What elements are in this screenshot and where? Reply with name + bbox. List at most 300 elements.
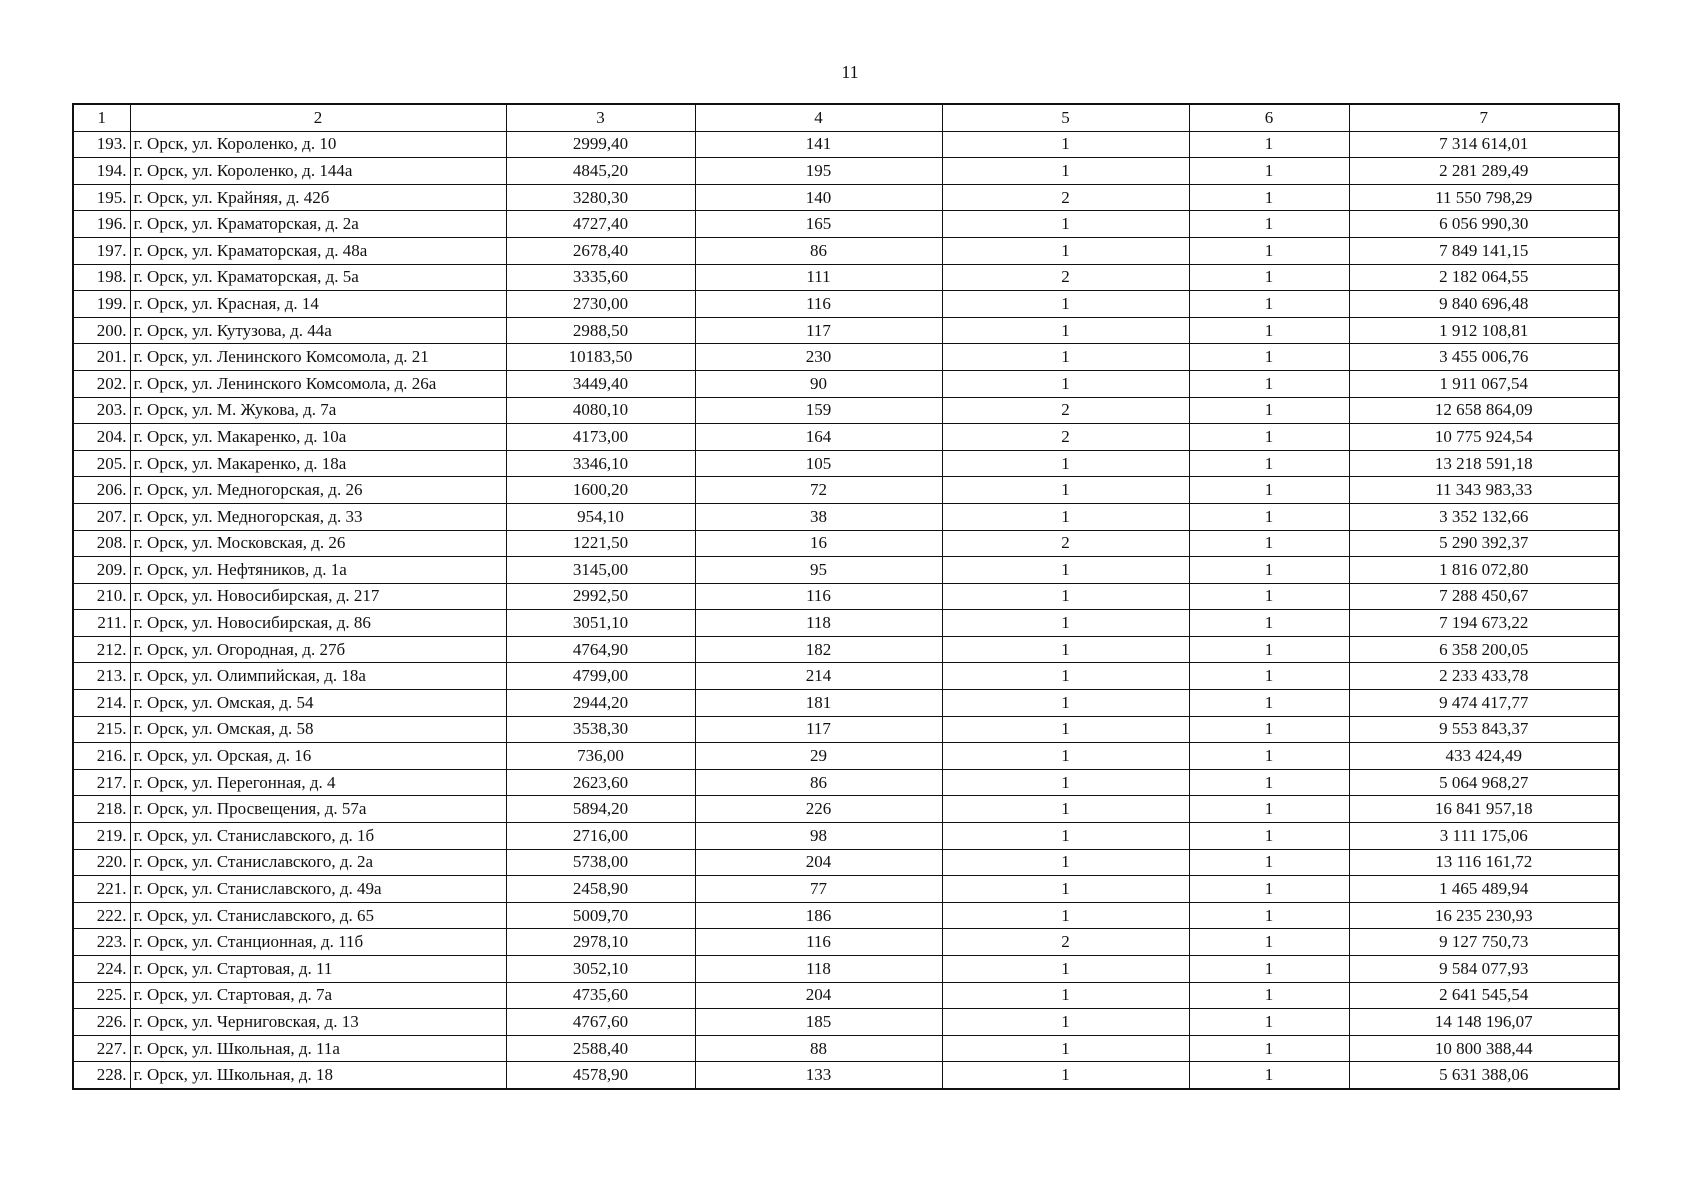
cell-row-number: 223. — [73, 929, 130, 956]
cell-value-col6: 1 — [1189, 769, 1349, 796]
cell-value-col6: 1 — [1189, 291, 1349, 318]
cell-count-value: 204 — [695, 849, 942, 876]
cell-value-col6: 1 — [1189, 716, 1349, 743]
cell-cost-value: 11 550 798,29 — [1349, 184, 1619, 211]
cell-area-value: 2678,40 — [506, 237, 695, 264]
cell-area-value: 1600,20 — [506, 477, 695, 504]
cell-count-value: 88 — [695, 1035, 942, 1062]
cell-cost-value: 9 584 077,93 — [1349, 956, 1619, 983]
cell-row-number: 197. — [73, 237, 130, 264]
cell-value-col5: 1 — [942, 663, 1189, 690]
cell-row-number: 213. — [73, 663, 130, 690]
cell-count-value: 117 — [695, 716, 942, 743]
cell-cost-value: 10 800 388,44 — [1349, 1035, 1619, 1062]
cell-value-col5: 1 — [942, 557, 1189, 584]
table-header — [73, 104, 1619, 131]
cell-value-col6: 1 — [1189, 663, 1349, 690]
table-row — [73, 291, 1619, 318]
table-row — [73, 344, 1619, 371]
cell-count-value: 214 — [695, 663, 942, 690]
cell-count-value: 116 — [695, 583, 942, 610]
cell-area-value: 736,00 — [506, 743, 695, 770]
cell-area-value: 2730,00 — [506, 291, 695, 318]
table-row — [73, 690, 1619, 717]
table-row — [73, 956, 1619, 983]
cell-count-value: 117 — [695, 317, 942, 344]
cell-cost-value: 14 148 196,07 — [1349, 1009, 1619, 1036]
cell-area-value: 3145,00 — [506, 557, 695, 584]
cell-area-value: 2588,40 — [506, 1035, 695, 1062]
cell-address: г. Орск, ул. М. Жукова, д. 7а — [130, 397, 506, 424]
cell-cost-value: 3 111 175,06 — [1349, 823, 1619, 850]
cell-area-value: 2458,90 — [506, 876, 695, 903]
cell-value-col6: 1 — [1189, 796, 1349, 823]
cell-count-value: 204 — [695, 982, 942, 1009]
table-row — [73, 876, 1619, 903]
cell-address: г. Орск, ул. Короленко, д. 10 — [130, 131, 506, 158]
table-row — [73, 1009, 1619, 1036]
cell-address: г. Орск, ул. Станиславского, д. 2а — [130, 849, 506, 876]
cell-count-value: 116 — [695, 929, 942, 956]
cell-address: г. Орск, ул. Ленинского Комсомола, д. 26а — [130, 370, 506, 397]
cell-area-value: 4767,60 — [506, 1009, 695, 1036]
cell-row-number: 200. — [73, 317, 130, 344]
cell-count-value: 98 — [695, 823, 942, 850]
cell-count-value: 140 — [695, 184, 942, 211]
cell-value-col5: 1 — [942, 796, 1189, 823]
cell-cost-value: 2 182 064,55 — [1349, 264, 1619, 291]
header-row — [73, 104, 1619, 131]
cell-count-value: 182 — [695, 636, 942, 663]
cell-cost-value: 433 424,49 — [1349, 743, 1619, 770]
cell-cost-value: 16 235 230,93 — [1349, 902, 1619, 929]
cell-value-col6: 1 — [1189, 929, 1349, 956]
table-row — [73, 823, 1619, 850]
cell-count-value: 77 — [695, 876, 942, 903]
table-row — [73, 929, 1619, 956]
cell-area-value: 2716,00 — [506, 823, 695, 850]
cell-area-value: 2623,60 — [506, 769, 695, 796]
cell-value-col5: 1 — [942, 956, 1189, 983]
cell-count-value: 164 — [695, 424, 942, 451]
cell-value-col5: 1 — [942, 158, 1189, 185]
cell-address: г. Орск, ул. Краматорская, д. 5а — [130, 264, 506, 291]
cell-row-number: 207. — [73, 503, 130, 530]
cell-row-number: 225. — [73, 982, 130, 1009]
table-row — [73, 477, 1619, 504]
cell-cost-value: 2 641 545,54 — [1349, 982, 1619, 1009]
cell-area-value: 3052,10 — [506, 956, 695, 983]
cell-row-number: 199. — [73, 291, 130, 318]
cell-area-value: 2978,10 — [506, 929, 695, 956]
cell-row-number: 195. — [73, 184, 130, 211]
cell-cost-value: 7 194 673,22 — [1349, 610, 1619, 637]
column-header-7: 7 — [1349, 104, 1619, 131]
cell-value-col6: 1 — [1189, 477, 1349, 504]
cell-area-value: 4578,90 — [506, 1062, 695, 1089]
cell-address: г. Орск, ул. Кутузова, д. 44а — [130, 317, 506, 344]
cell-address: г. Орск, ул. Просвещения, д. 57а — [130, 796, 506, 823]
cell-area-value: 954,10 — [506, 503, 695, 530]
cell-row-number: 219. — [73, 823, 130, 850]
cell-address: г. Орск, ул. Крайняя, д. 42б — [130, 184, 506, 211]
cell-cost-value: 9 840 696,48 — [1349, 291, 1619, 318]
table-row — [73, 583, 1619, 610]
cell-area-value: 3346,10 — [506, 450, 695, 477]
cell-value-col6: 1 — [1189, 317, 1349, 344]
cell-area-value: 3051,10 — [506, 610, 695, 637]
registry-table — [72, 103, 1620, 1090]
table-row — [73, 237, 1619, 264]
cell-area-value: 2988,50 — [506, 317, 695, 344]
cell-address: г. Орск, ул. Новосибирская, д. 217 — [130, 583, 506, 610]
cell-value-col6: 1 — [1189, 370, 1349, 397]
cell-value-col5: 1 — [942, 1035, 1189, 1062]
cell-area-value: 10183,50 — [506, 344, 695, 371]
cell-address: г. Орск, ул. Нефтяников, д. 1а — [130, 557, 506, 584]
cell-address: г. Орск, ул. Макаренко, д. 10а — [130, 424, 506, 451]
cell-count-value: 185 — [695, 1009, 942, 1036]
cell-value-col5: 1 — [942, 982, 1189, 1009]
cell-cost-value: 1 912 108,81 — [1349, 317, 1619, 344]
cell-row-number: 212. — [73, 636, 130, 663]
cell-count-value: 111 — [695, 264, 942, 291]
cell-count-value: 72 — [695, 477, 942, 504]
cell-row-number: 204. — [73, 424, 130, 451]
cell-value-col5: 1 — [942, 370, 1189, 397]
cell-value-col6: 1 — [1189, 530, 1349, 557]
cell-value-col5: 2 — [942, 424, 1189, 451]
cell-value-col6: 1 — [1189, 424, 1349, 451]
table-row — [73, 317, 1619, 344]
table-row — [73, 557, 1619, 584]
cell-area-value: 4735,60 — [506, 982, 695, 1009]
cell-cost-value: 9 127 750,73 — [1349, 929, 1619, 956]
table-row — [73, 610, 1619, 637]
cell-row-number: 193. — [73, 131, 130, 158]
cell-value-col5: 1 — [942, 823, 1189, 850]
cell-value-col6: 1 — [1189, 1009, 1349, 1036]
cell-area-value: 4799,00 — [506, 663, 695, 690]
cell-address: г. Орск, ул. Станционная, д. 11б — [130, 929, 506, 956]
cell-area-value: 3538,30 — [506, 716, 695, 743]
cell-value-col6: 1 — [1189, 557, 1349, 584]
cell-value-col6: 1 — [1189, 503, 1349, 530]
cell-area-value: 2944,20 — [506, 690, 695, 717]
table-row — [73, 1035, 1619, 1062]
cell-cost-value: 7 849 141,15 — [1349, 237, 1619, 264]
cell-address: г. Орск, ул. Красная, д. 14 — [130, 291, 506, 318]
cell-area-value: 4764,90 — [506, 636, 695, 663]
table-row — [73, 211, 1619, 238]
table-row — [73, 450, 1619, 477]
cell-cost-value: 2 233 433,78 — [1349, 663, 1619, 690]
cell-cost-value: 6 056 990,30 — [1349, 211, 1619, 238]
cell-value-col5: 2 — [942, 530, 1189, 557]
cell-cost-value: 3 455 006,76 — [1349, 344, 1619, 371]
cell-address: г. Орск, ул. Медногорская, д. 26 — [130, 477, 506, 504]
cell-row-number: 203. — [73, 397, 130, 424]
cell-count-value: 38 — [695, 503, 942, 530]
cell-value-col6: 1 — [1189, 982, 1349, 1009]
cell-cost-value: 5 631 388,06 — [1349, 1062, 1619, 1089]
column-header-2: 2 — [130, 104, 506, 131]
column-header-1: 1 — [73, 104, 130, 131]
cell-count-value: 105 — [695, 450, 942, 477]
table-row — [73, 158, 1619, 185]
cell-value-col5: 1 — [942, 716, 1189, 743]
cell-cost-value: 6 358 200,05 — [1349, 636, 1619, 663]
cell-row-number: 196. — [73, 211, 130, 238]
column-header-4: 4 — [695, 104, 942, 131]
cell-value-col5: 1 — [942, 291, 1189, 318]
cell-value-col6: 1 — [1189, 876, 1349, 903]
cell-value-col5: 1 — [942, 690, 1189, 717]
cell-cost-value: 5 064 968,27 — [1349, 769, 1619, 796]
cell-value-col6: 1 — [1189, 902, 1349, 929]
cell-area-value: 5894,20 — [506, 796, 695, 823]
cell-address: г. Орск, ул. Станиславского, д. 65 — [130, 902, 506, 929]
column-header-5: 5 — [942, 104, 1189, 131]
cell-value-col5: 1 — [942, 317, 1189, 344]
cell-cost-value: 1 911 067,54 — [1349, 370, 1619, 397]
cell-value-col5: 2 — [942, 264, 1189, 291]
cell-value-col6: 1 — [1189, 237, 1349, 264]
cell-count-value: 118 — [695, 956, 942, 983]
cell-value-col6: 1 — [1189, 1035, 1349, 1062]
table-row — [73, 424, 1619, 451]
cell-address: г. Орск, ул. Медногорская, д. 33 — [130, 503, 506, 530]
cell-cost-value: 11 343 983,33 — [1349, 477, 1619, 504]
table-row — [73, 503, 1619, 530]
cell-count-value: 86 — [695, 769, 942, 796]
cell-count-value: 95 — [695, 557, 942, 584]
cell-address: г. Орск, ул. Школьная, д. 11а — [130, 1035, 506, 1062]
cell-value-col6: 1 — [1189, 823, 1349, 850]
table-row — [73, 184, 1619, 211]
cell-row-number: 208. — [73, 530, 130, 557]
cell-cost-value: 3 352 132,66 — [1349, 503, 1619, 530]
cell-cost-value: 2 281 289,49 — [1349, 158, 1619, 185]
cell-value-col6: 1 — [1189, 610, 1349, 637]
cell-count-value: 165 — [695, 211, 942, 238]
cell-address: г. Орск, ул. Короленко, д. 144а — [130, 158, 506, 185]
table-row — [73, 982, 1619, 1009]
cell-cost-value: 12 658 864,09 — [1349, 397, 1619, 424]
cell-row-number: 201. — [73, 344, 130, 371]
cell-value-col5: 1 — [942, 344, 1189, 371]
cell-value-col6: 1 — [1189, 636, 1349, 663]
cell-value-col6: 1 — [1189, 1062, 1349, 1089]
cell-row-number: 215. — [73, 716, 130, 743]
cell-value-col5: 1 — [942, 743, 1189, 770]
cell-area-value: 5009,70 — [506, 902, 695, 929]
cell-value-col5: 1 — [942, 769, 1189, 796]
cell-address: г. Орск, ул. Огородная, д. 27б — [130, 636, 506, 663]
cell-area-value: 2999,40 — [506, 131, 695, 158]
cell-address: г. Орск, ул. Станиславского, д. 1б — [130, 823, 506, 850]
cell-row-number: 214. — [73, 690, 130, 717]
cell-address: г. Орск, ул. Перегонная, д. 4 — [130, 769, 506, 796]
cell-address: г. Орск, ул. Краматорская, д. 48а — [130, 237, 506, 264]
cell-value-col6: 1 — [1189, 849, 1349, 876]
cell-area-value: 4080,10 — [506, 397, 695, 424]
cell-address: г. Орск, ул. Олимпийская, д. 18а — [130, 663, 506, 690]
cell-value-col5: 1 — [942, 1062, 1189, 1089]
cell-value-col6: 1 — [1189, 344, 1349, 371]
cell-area-value: 4173,00 — [506, 424, 695, 451]
cell-cost-value: 9 553 843,37 — [1349, 716, 1619, 743]
cell-value-col5: 1 — [942, 131, 1189, 158]
cell-count-value: 181 — [695, 690, 942, 717]
table-row — [73, 264, 1619, 291]
table-row — [73, 1062, 1619, 1089]
cell-value-col6: 1 — [1189, 264, 1349, 291]
table-row — [73, 743, 1619, 770]
cell-address: г. Орск, ул. Краматорская, д. 2а — [130, 211, 506, 238]
cell-count-value: 186 — [695, 902, 942, 929]
table-row — [73, 397, 1619, 424]
cell-area-value: 4845,20 — [506, 158, 695, 185]
cell-row-number: 202. — [73, 370, 130, 397]
cell-cost-value: 5 290 392,37 — [1349, 530, 1619, 557]
cell-area-value: 5738,00 — [506, 849, 695, 876]
table-row — [73, 131, 1619, 158]
cell-count-value: 195 — [695, 158, 942, 185]
cell-count-value: 226 — [695, 796, 942, 823]
cell-row-number: 209. — [73, 557, 130, 584]
cell-count-value: 118 — [695, 610, 942, 637]
cell-count-value: 141 — [695, 131, 942, 158]
cell-row-number: 194. — [73, 158, 130, 185]
cell-address: г. Орск, ул. Черниговская, д. 13 — [130, 1009, 506, 1036]
cell-row-number: 228. — [73, 1062, 130, 1089]
cell-count-value: 86 — [695, 237, 942, 264]
cell-value-col6: 1 — [1189, 450, 1349, 477]
cell-row-number: 206. — [73, 477, 130, 504]
cell-value-col6: 1 — [1189, 184, 1349, 211]
cell-count-value: 230 — [695, 344, 942, 371]
cell-value-col5: 1 — [942, 211, 1189, 238]
cell-value-col5: 1 — [942, 1009, 1189, 1036]
cell-row-number: 205. — [73, 450, 130, 477]
cell-value-col5: 1 — [942, 636, 1189, 663]
cell-value-col6: 1 — [1189, 583, 1349, 610]
cell-area-value: 3449,40 — [506, 370, 695, 397]
cell-value-col5: 1 — [942, 237, 1189, 264]
cell-count-value: 90 — [695, 370, 942, 397]
table-row — [73, 902, 1619, 929]
cell-cost-value: 1 816 072,80 — [1349, 557, 1619, 584]
cell-area-value: 1221,50 — [506, 530, 695, 557]
cell-address: г. Орск, ул. Школьная, д. 18 — [130, 1062, 506, 1089]
cell-value-col6: 1 — [1189, 956, 1349, 983]
cell-row-number: 210. — [73, 583, 130, 610]
cell-address: г. Орск, ул. Станиславского, д. 49а — [130, 876, 506, 903]
cell-area-value: 2992,50 — [506, 583, 695, 610]
page-number: 11 — [841, 62, 859, 82]
cell-address: г. Орск, ул. Омская, д. 58 — [130, 716, 506, 743]
table-row — [73, 636, 1619, 663]
cell-cost-value: 7 314 614,01 — [1349, 131, 1619, 158]
cell-value-col5: 1 — [942, 450, 1189, 477]
cell-count-value: 16 — [695, 530, 942, 557]
cell-value-col6: 1 — [1189, 743, 1349, 770]
cell-cost-value: 13 116 161,72 — [1349, 849, 1619, 876]
cell-value-col5: 1 — [942, 902, 1189, 929]
cell-address: г. Орск, ул. Ленинского Комсомола, д. 21 — [130, 344, 506, 371]
cell-value-col5: 1 — [942, 876, 1189, 903]
cell-value-col5: 1 — [942, 583, 1189, 610]
cell-row-number: 218. — [73, 796, 130, 823]
table-row — [73, 769, 1619, 796]
table-body — [73, 131, 1619, 1089]
cell-row-number: 226. — [73, 1009, 130, 1036]
cell-row-number: 216. — [73, 743, 130, 770]
cell-value-col5: 1 — [942, 849, 1189, 876]
cell-address: г. Орск, ул. Омская, д. 54 — [130, 690, 506, 717]
cell-row-number: 224. — [73, 956, 130, 983]
cell-cost-value: 10 775 924,54 — [1349, 424, 1619, 451]
cell-row-number: 220. — [73, 849, 130, 876]
cell-row-number: 227. — [73, 1035, 130, 1062]
cell-address: г. Орск, ул. Стартовая, д. 11 — [130, 956, 506, 983]
table-row — [73, 716, 1619, 743]
cell-value-col6: 1 — [1189, 211, 1349, 238]
table-row — [73, 370, 1619, 397]
cell-value-col5: 2 — [942, 929, 1189, 956]
cell-row-number: 198. — [73, 264, 130, 291]
cell-count-value: 159 — [695, 397, 942, 424]
cell-address: г. Орск, ул. Стартовая, д. 7а — [130, 982, 506, 1009]
cell-cost-value: 9 474 417,77 — [1349, 690, 1619, 717]
cell-value-col5: 1 — [942, 477, 1189, 504]
table-row — [73, 530, 1619, 557]
cell-value-col6: 1 — [1189, 397, 1349, 424]
table-row — [73, 796, 1619, 823]
cell-area-value: 3280,30 — [506, 184, 695, 211]
cell-cost-value: 1 465 489,94 — [1349, 876, 1619, 903]
cell-count-value: 29 — [695, 743, 942, 770]
cell-row-number: 217. — [73, 769, 130, 796]
cell-cost-value: 16 841 957,18 — [1349, 796, 1619, 823]
cell-value-col5: 2 — [942, 184, 1189, 211]
cell-value-col5: 2 — [942, 397, 1189, 424]
cell-address: г. Орск, ул. Орская, д. 16 — [130, 743, 506, 770]
cell-address: г. Орск, ул. Макаренко, д. 18а — [130, 450, 506, 477]
cell-cost-value: 7 288 450,67 — [1349, 583, 1619, 610]
cell-value-col5: 1 — [942, 503, 1189, 530]
column-header-3: 3 — [506, 104, 695, 131]
cell-area-value: 4727,40 — [506, 211, 695, 238]
cell-value-col6: 1 — [1189, 690, 1349, 717]
cell-row-number: 221. — [73, 876, 130, 903]
cell-address: г. Орск, ул. Новосибирская, д. 86 — [130, 610, 506, 637]
cell-row-number: 222. — [73, 902, 130, 929]
cell-count-value: 116 — [695, 291, 942, 318]
cell-row-number: 211. — [73, 610, 130, 637]
cell-value-col6: 1 — [1189, 158, 1349, 185]
cell-count-value: 133 — [695, 1062, 942, 1089]
cell-value-col5: 1 — [942, 610, 1189, 637]
cell-address: г. Орск, ул. Московская, д. 26 — [130, 530, 506, 557]
cell-cost-value: 13 218 591,18 — [1349, 450, 1619, 477]
table-row — [73, 849, 1619, 876]
cell-area-value: 3335,60 — [506, 264, 695, 291]
cell-value-col6: 1 — [1189, 131, 1349, 158]
column-header-6: 6 — [1189, 104, 1349, 131]
table-row — [73, 663, 1619, 690]
